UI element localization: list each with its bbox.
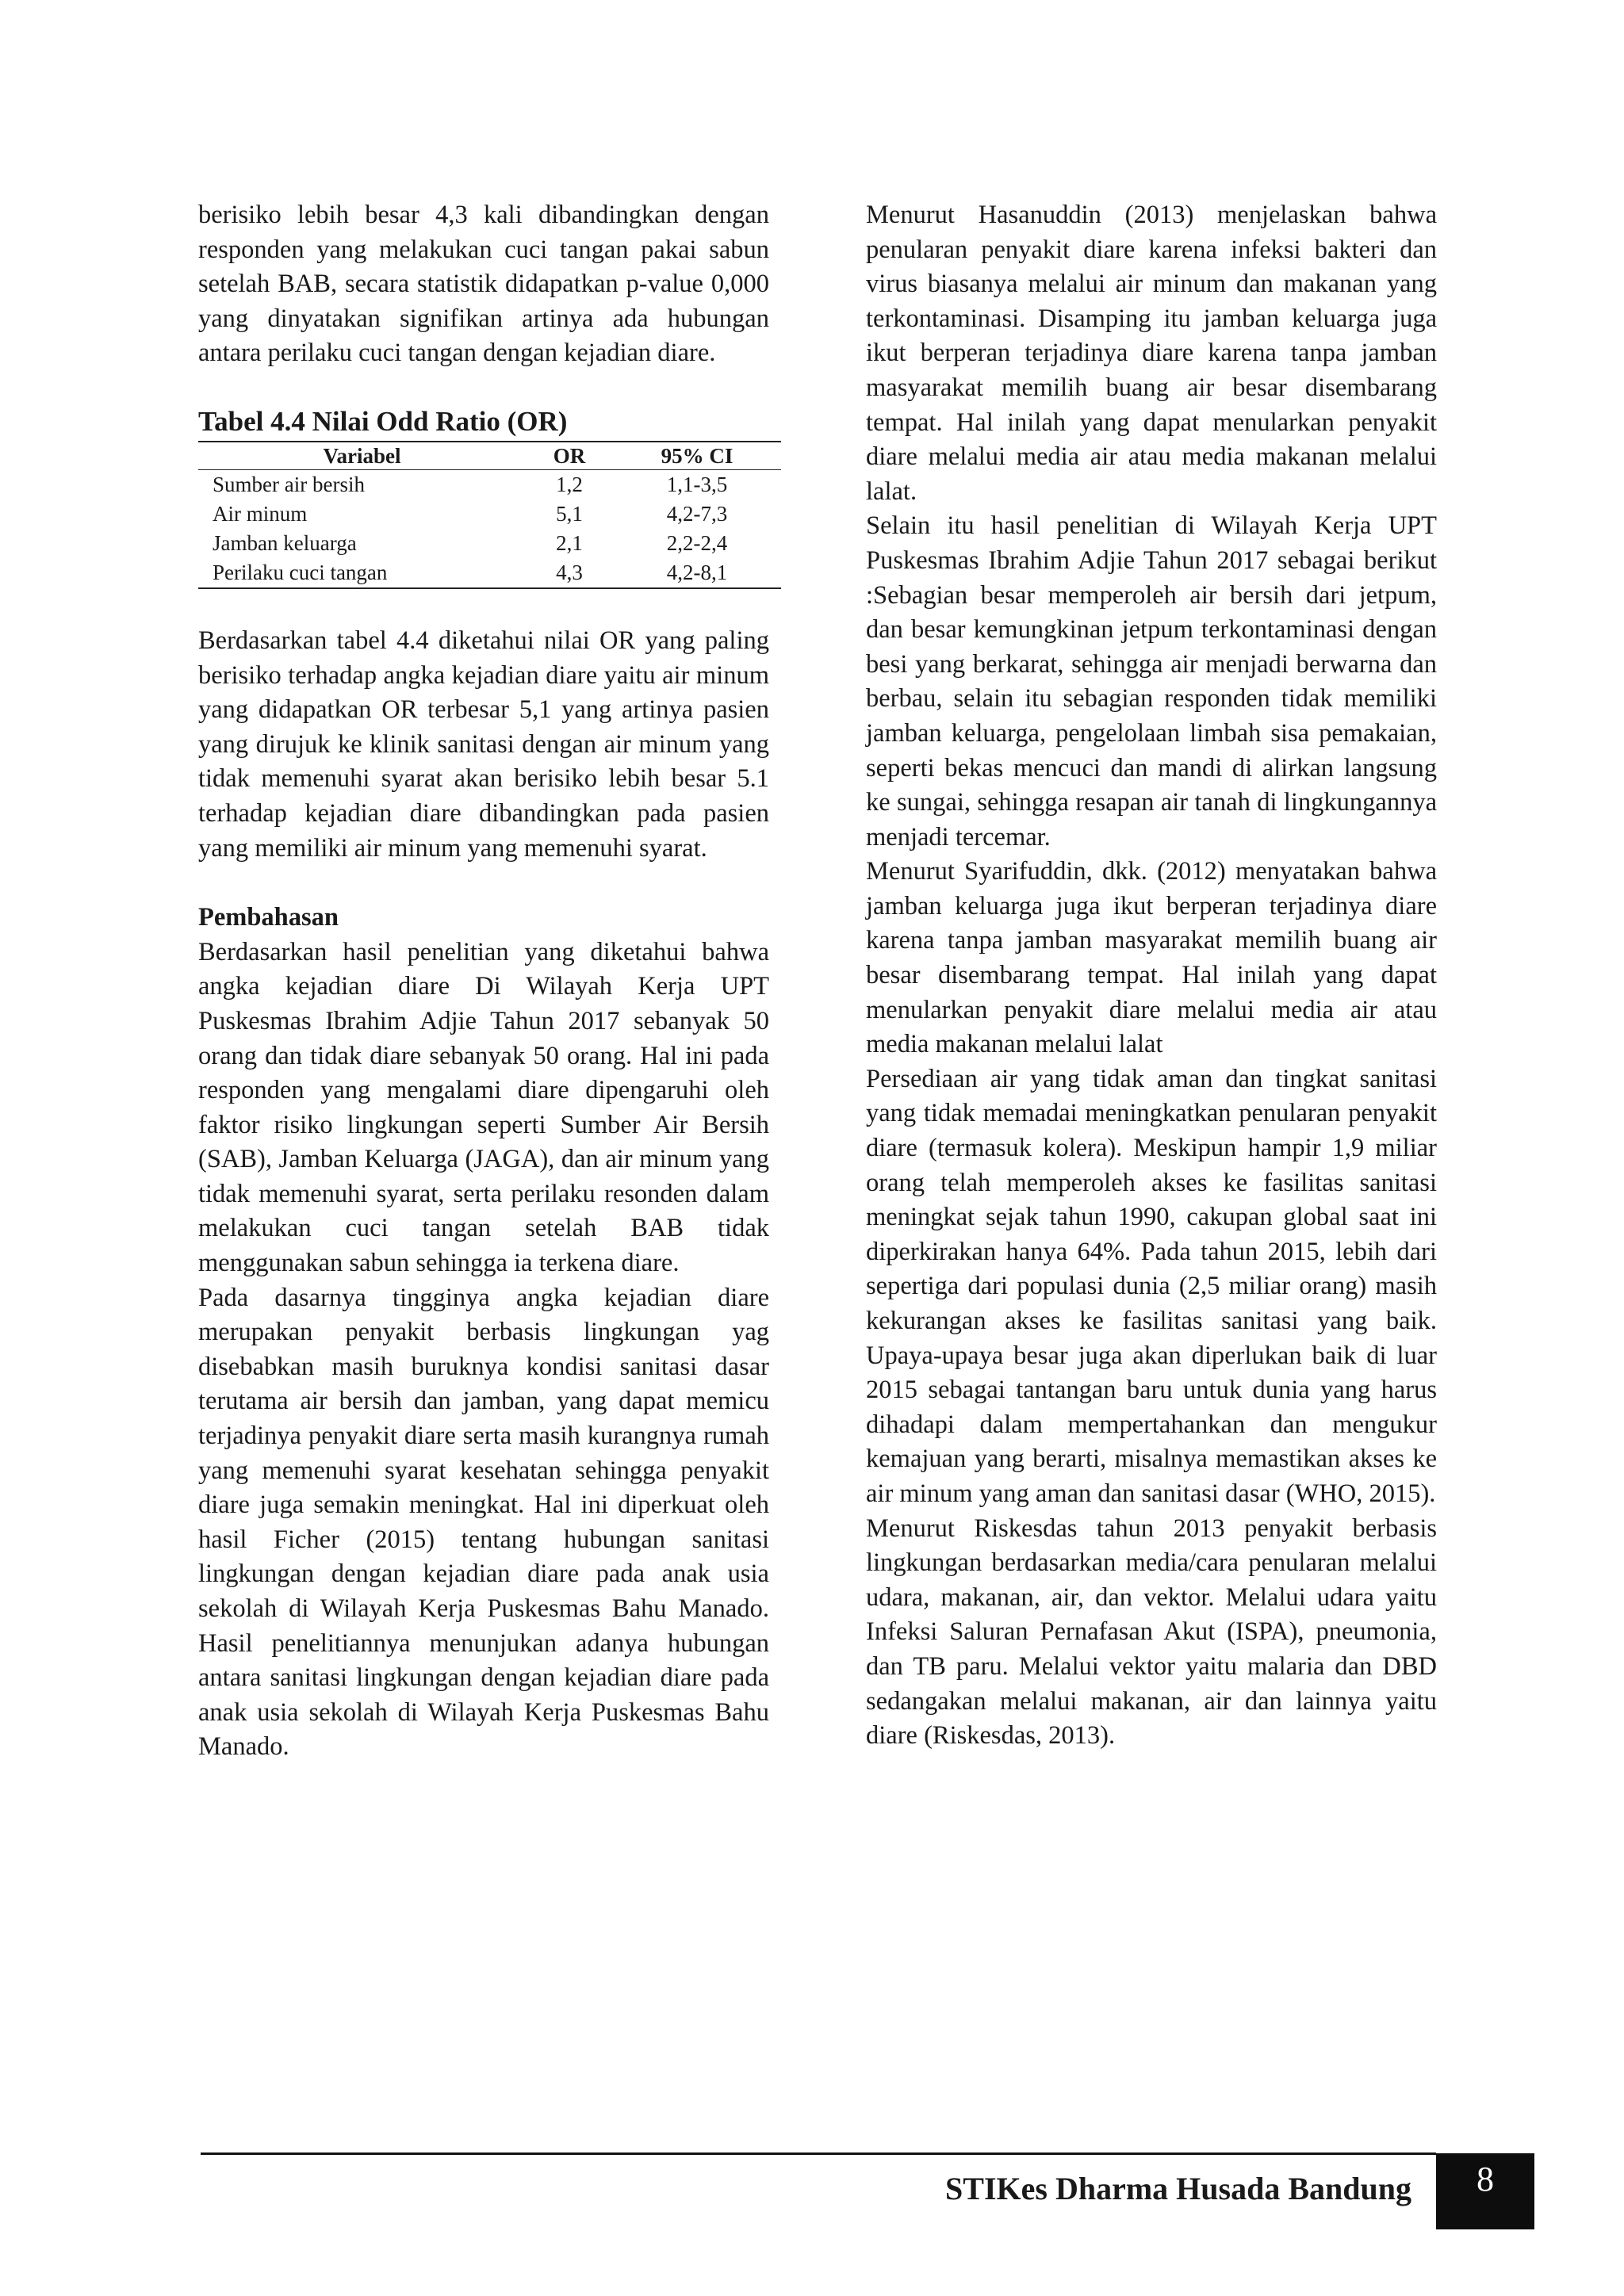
odd-ratio-table	[198, 441, 781, 589]
discussion-paragraph: Pada dasarnya tingginya angka kejadian diare merupakan penyakit berbasis lingkungan yag disebabkan masih buruknya kondisi sanitasi dasar terutama air bersih dan jamban, yang dapat memicu terjadinya penyakit diare serta masih kurangnya rumah yang memenuhi syarat kesehatan sehingga penyakit diare juga semakin meningkat. Hal ini diperkuat oleh hasil Ficher (2015) tentang hubungan sanitasi lingkungan dengan kejadian diare pada anak usia sekolah di Wilayah Kerja Puskesmas Bahu Manado. Hasil penelitiannya menunjukan adanya hubungan antara sanitasi lingkungan dengan kejadian diare pada anak usia sekolah di Wilayah Kerja Puskesmas Bahu Manado.	[198, 1283, 769, 1762]
table-row	[198, 558, 781, 588]
page-number: 8	[1436, 2153, 1534, 2229]
cell-or: 2,1	[556, 530, 583, 555]
cell-or: 5,1	[556, 501, 583, 526]
table-row	[198, 529, 781, 558]
body-paragraph: Menurut Syarifuddin, dkk. (2012) menyatakan bahwa jamban keluarga juga ikut berperan terjadinya diare karena tanpa jamban masyarakat memilih buang air besar disembarang tempat. Hal inilah yang dapat menularkan penyakit diare melalui media air atau media makanan melalui lalat	[866, 857, 1437, 1059]
header-variabel: Variabel	[198, 442, 526, 470]
body-paragraph: Persediaan air yang tidak aman dan tingkat sanitasi yang tidak memadai meningkatkan penularan penyakit diare (termasuk kolera). Meskipun hampir 1,9 miliar orang telah memperoleh akses ke fasilitas sanitasi meningkat sejak tahun 1990, cakupan global saat ini diperkirakan hanya 64%. Pada tahun 2015, lebih dari sepertiga dari populasi dunia (2,5 miliar orang) masih kekurangan akses ke fasilitas sanitasi yang baik. Upaya-upaya besar juga akan diperlukan baik di luar 2015 sebagai tantangan baru untuk dunia yang harus dihadapi dalam mempertahankan dan mengukur kemajuan yang berarti, misalnya memastikan akses ke air minum yang aman dan sanitasi dasar (WHO, 2015).	[866, 1064, 1437, 1508]
intro-paragraph: berisiko lebih besar 4,3 kali dibandingkan dengan responden yang melakukan cuci tangan pakai sabun setelah BAB, secara statistik didapatkan p-value 0,000 yang dinyatakan signifikan artinya ada hubungan antara perilaku cuci tangan dengan kejadian diare.	[198, 201, 769, 368]
table-row	[198, 499, 781, 529]
cell-ci: 4,2-7,3	[666, 501, 728, 526]
cell-variabel: Perilaku cuci tangan	[213, 560, 388, 584]
cell-or: 1,2	[556, 472, 583, 496]
body-paragraph: Selain itu hasil penelitian di Wilayah Kerja UPT Puskesmas Ibrahim Adjie Tahun 2017 sebagai berikut :Sebagian besar memperoleh air bersih dari jetpum, dan besar kemungkinan jetpum terkontaminasi dengan besi yang berkarat, sehingga air menjadi berwarna dan berbau, selain itu sebagian responden tidak memiliki jamban keluarga, pengelolaan limbah sisa pemakaian, seperti bekas mencuci dan mandi di alirkan langsung ke sungai, sehingga resapan air tanah di lingkungannya menjadi tercemar.	[866, 511, 1437, 851]
cell-ci: 1,1-3,5	[666, 472, 728, 496]
header-or: OR	[526, 442, 613, 470]
footer-rule	[201, 2152, 1436, 2155]
cell-variabel: Sumber air bersih	[213, 472, 365, 496]
table-row	[198, 469, 781, 499]
cell-variabel: Air minum	[213, 501, 308, 526]
table-header-row	[198, 442, 781, 470]
cell-variabel: Jamban keluarga	[213, 530, 357, 555]
section-heading: Pembahasan	[198, 903, 339, 932]
cell-ci: 4,2-8,1	[666, 560, 728, 584]
cell-or: 4,3	[556, 560, 583, 584]
header-ci: 95% CI	[613, 442, 781, 470]
body-paragraph: Menurut Hasanuddin (2013) menjelaskan bahwa penularan penyakit diare karena infeksi bakteri dan virus biasanya melalui air minum dan makanan yang terkontaminasi. Disamping itu jamban keluarga juga ikut berperan terjadinya diare karena tanpa jamban masyarakat memilih buang air besar disembarang tempat. Hal inilah yang dapat menularkan penyakit diare melalui media air atau media makanan melalui lalat.	[866, 201, 1437, 506]
discussion-paragraph: Berdasarkan hasil penelitian yang diketahui bahwa angka kejadian diare Di Wilayah Kerja UPT Puskesmas Ibrahim Adjie Tahun 2017 sebanyak 50 orang dan tidak diare sebanyak 50 orang. Hal ini pada responden yang mengalami diare dipengaruhi oleh faktor risiko lingkungan seperti Sumber Air Bersih (SAB), Jamban Keluarga (JAGA), dan air minum yang tidak memenuhi syarat, serta perilaku resonden dalam melakukan cuci tangan setelah BAB tidak menggunakan sabun sehingga ia terkena diare.	[198, 937, 769, 1278]
body-paragraph: Menurut Riskesdas tahun 2013 penyakit berbasis lingkungan berdasarkan media/cara penularan melalui udara, makanan, air, dan vektor. Melalui udara yaitu Infeksi Saluran Pernafasan Akut (ISPA), pneumonia, dan TB paru. Melalui vektor yaitu malaria dan DBD sedangakan melalui makanan, air dan lainnya yaitu diare (Riskesdas, 2013).	[866, 1513, 1437, 1751]
spacer	[198, 589, 769, 624]
cell-ci: 2,2-2,4	[666, 530, 728, 555]
spacer	[198, 866, 769, 901]
footer-institution: STIKes Dharma Husada Bandung	[945, 2171, 1411, 2206]
right-column	[866, 198, 1437, 1754]
table-interpretation-paragraph: Berdasarkan tabel 4.4 diketahui nilai OR yang paling berisiko terhadap angka kejadian diare yaitu air minum yang didapatkan OR terbesar 5,1 yang artinya pasien yang dirujuk ke klinik sanitasi dengan air minum yang tidak memenuhi syarat akan berisiko lebih besar 5.1 terhadap kejadian diare dibandingkan pada pasien yang memiliki air minum yang memenuhi syarat.	[198, 626, 769, 863]
spacer	[198, 371, 769, 406]
left-column	[198, 198, 769, 1765]
table-title: Tabel 4.4 Nilai Odd Ratio (OR)	[198, 405, 568, 437]
